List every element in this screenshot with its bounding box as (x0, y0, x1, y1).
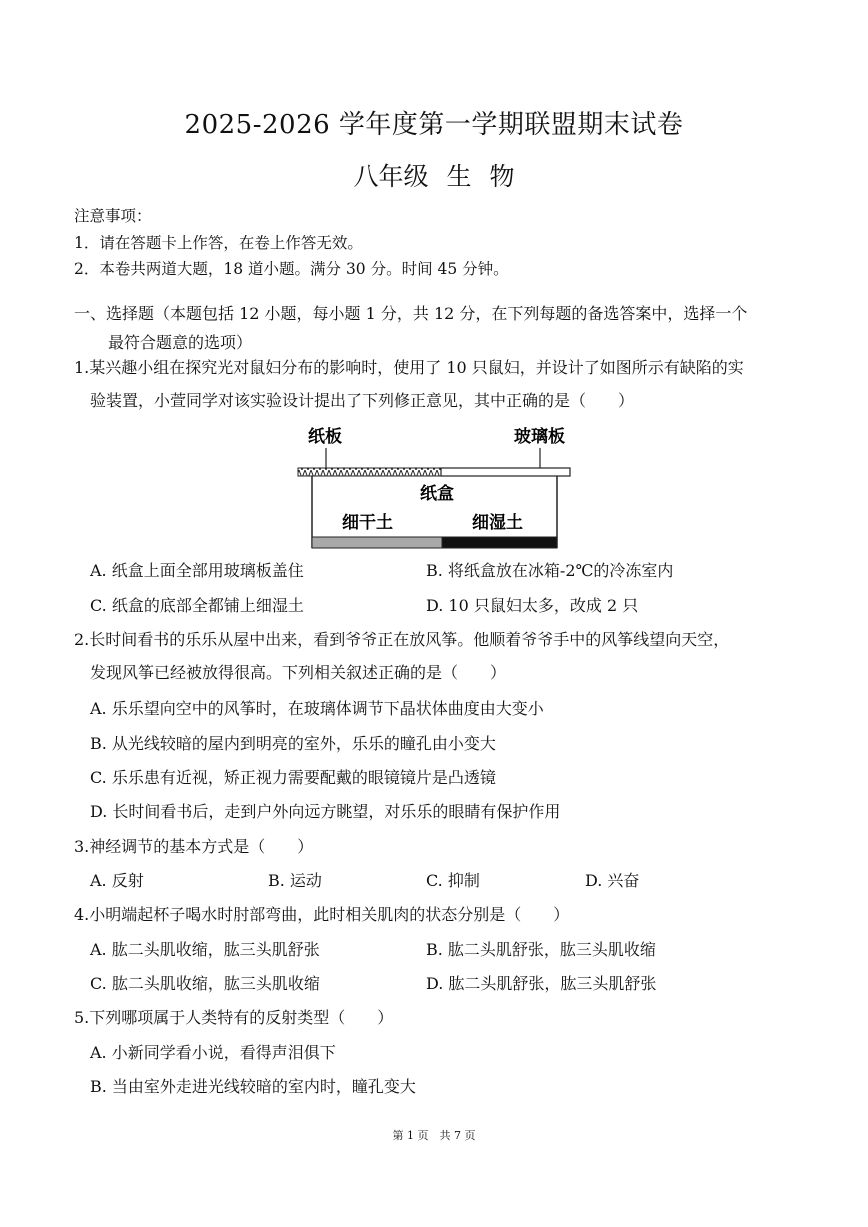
question-2-option-a: A. 乐乐望向空中的风筝时，在玻璃体调节下晶状体曲度由大变小 (90, 699, 544, 718)
notes-item: 2．本卷共两道大题，18 道小题。满分 30 分。时间 45 分钟。 (74, 260, 509, 278)
question-1-option-b: B. 将纸盒放在冰箱-2℃的冷冻室内 (426, 561, 674, 580)
question-4-option-a: A. 肱二头肌收缩，肱三头肌舒张 (90, 940, 320, 959)
question-1-option-d: D. 10 只鼠妇太多，改成 2 只 (426, 596, 639, 615)
section-heading-cont: 最符合题意的选项） (108, 333, 253, 352)
cardboard-cover (298, 468, 441, 476)
question-1-option-a: A. 纸盒上面全部用玻璃板盖住 (90, 561, 304, 580)
question-2-stem-cont: 发现风筝已经被放得很高。下列相关叙述正确的是（ ） (90, 663, 507, 682)
question-5-stem: 5.下列哪项属于人类特有的反射类型（ ） (74, 1008, 394, 1027)
question-3-option-c: C. 抑制 (426, 871, 480, 890)
question-4-option-c: C. 肱二头肌收缩，肱三头肌收缩 (90, 974, 320, 993)
question-4-stem: 4.小明端起杯子喝水时肘部弯曲，此时相关肌肉的状态分别是（ ） (74, 905, 570, 924)
section-heading: 一、选择题（本题包括 12 小题，每小题 1 分，共 12 分，在下列每题的备选答案中，选择一个 (74, 304, 748, 323)
glass-cover (441, 468, 570, 476)
question-1-stem: 1.某兴趣小组在探究光对鼠妇分布的影响时，使用了 10 只鼠妇，并设计了如图所示有缺陷的实 (74, 358, 744, 377)
dry-soil-layer (312, 537, 442, 548)
question-3-option-a: A. 反射 (90, 871, 144, 890)
question-5-option-b: B. 当由室外走进光线较暗的室内时，瞳孔变大 (90, 1077, 416, 1096)
question-2-stem: 2.长时间看书的乐乐从屋中出来，看到爷爷正在放风筝。他顺着爷爷手中的风筝线望向天空， (74, 630, 730, 649)
experiment-diagram-svg (290, 422, 580, 554)
question-4-option-b: B. 肱二头肌舒张，肱三头肌收缩 (426, 940, 656, 959)
label-glass: 玻璃板 (514, 427, 565, 447)
question-5-option-a: A. 小新同学看小说，看得声泪俱下 (90, 1043, 336, 1062)
page-number: 第 1 页 共 7 页 (392, 1129, 476, 1142)
label-cardboard: 纸板 (308, 427, 342, 447)
label-dry-soil: 细干土 (342, 513, 393, 533)
label-wet-soil: 细湿土 (472, 513, 523, 533)
notes-heading: 注意事项： (74, 207, 152, 225)
question-1-stem-cont: 验装置，小萱同学对该实验设计提出了下列修正意见，其中正确的是（ ） (90, 391, 635, 410)
exam-title: 2025-2026 学年度第一学期联盟期末试卷 (184, 110, 684, 140)
question-2-option-c: C. 乐乐患有近视，矫正视力需要配戴的眼镜镜片是凸透镜 (90, 768, 496, 787)
notes-item: 1．请在答题卡上作答，在卷上作答无效。 (74, 234, 363, 252)
question-3-option-b: B. 运动 (268, 871, 322, 890)
question-3-stem: 3.神经调节的基本方式是（ ） (74, 837, 314, 856)
experiment-diagram (290, 422, 580, 554)
question-3-option-d: D. 兴奋 (585, 871, 640, 890)
question-2-option-d: D. 长时间看书后，走到户外向远方眺望，对乐乐的眼睛有保护作用 (90, 802, 561, 821)
wet-soil-layer (442, 537, 557, 548)
exam-subtitle: 八年级 生 物 (353, 162, 515, 191)
question-4-option-d: D. 肱二头肌舒张，肱三头肌舒张 (426, 974, 657, 993)
question-1-option-c: C. 纸盒的底部全都铺上细湿土 (90, 596, 304, 615)
label-box: 纸盒 (420, 484, 454, 504)
question-2-option-b: B. 从光线较暗的屋内到明亮的室外，乐乐的瞳孔由小变大 (90, 734, 496, 753)
